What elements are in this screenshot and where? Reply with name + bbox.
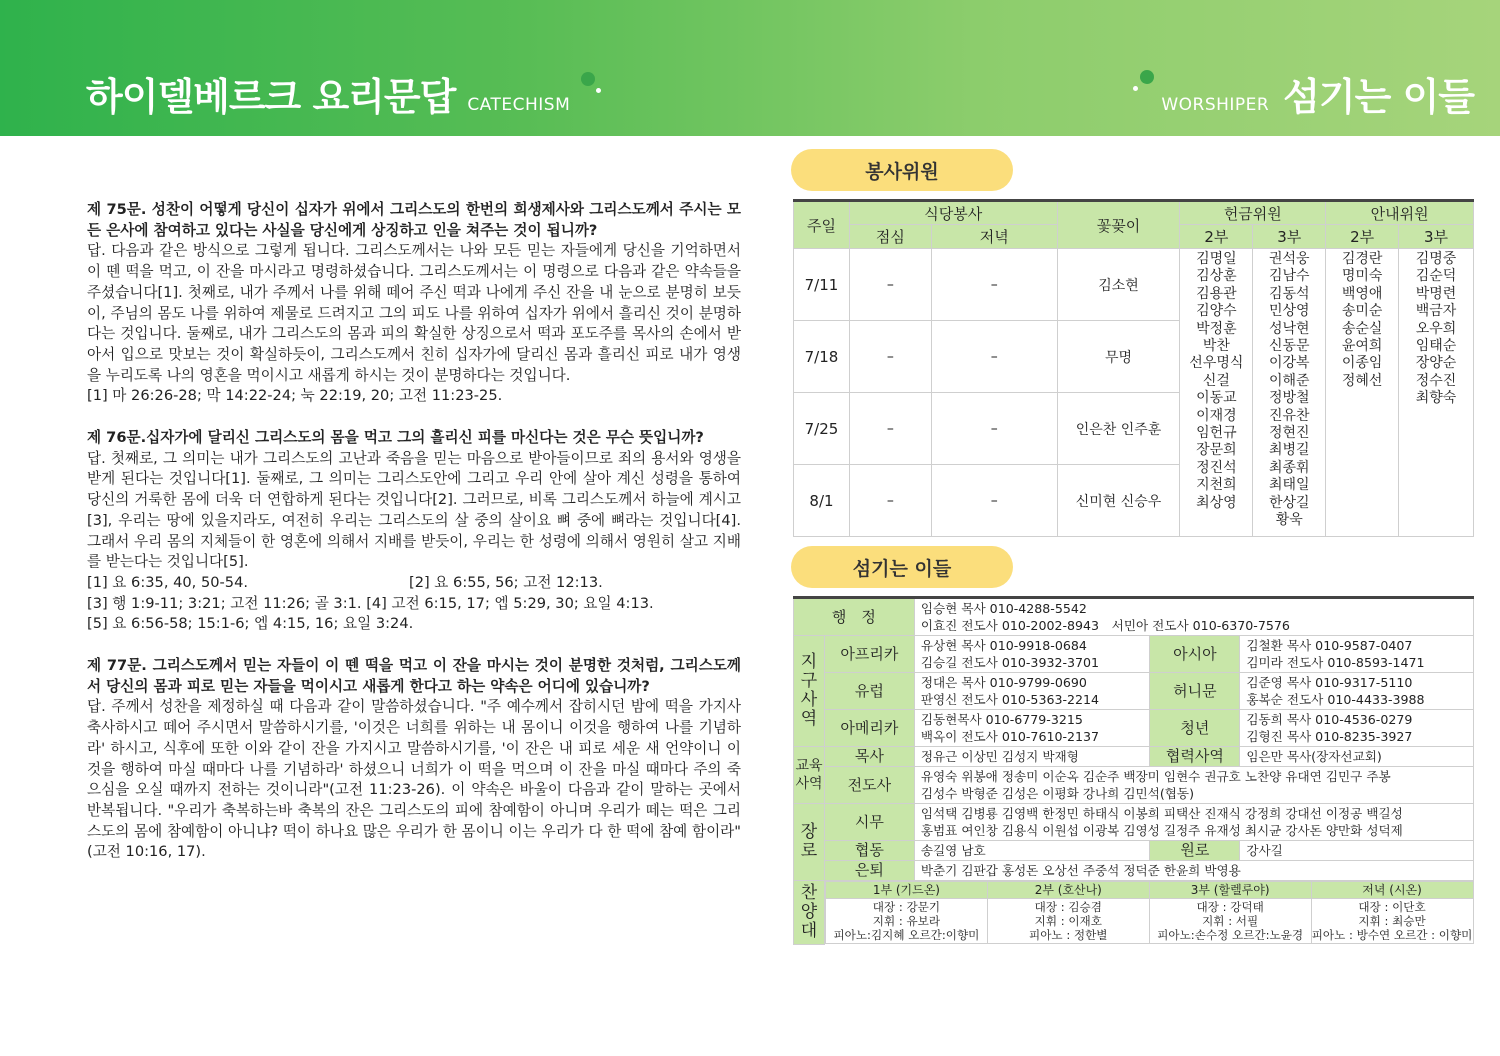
choir-info — [987, 899, 1149, 944]
offering-name: 박찬 — [1202, 338, 1230, 355]
guide-3-names — [1399, 249, 1474, 537]
decor-dot-icon — [1133, 86, 1138, 91]
guide-name: 박명련 — [1415, 285, 1457, 302]
catechism-title: 하이델베르크 요리문답 — [86, 75, 456, 119]
offering-name: 민상영 — [1268, 303, 1310, 320]
table-row — [794, 881, 1474, 945]
offering-name: 김상훈 — [1196, 268, 1237, 285]
contact-line: 김동희 목사 010-4536-0279 — [1246, 712, 1413, 727]
decor-dot-icon — [581, 72, 595, 86]
senior-names: 강사길 — [1240, 841, 1474, 861]
choir-line: 대장 : 김승겸 — [1034, 900, 1102, 914]
label-char: 구 — [800, 671, 818, 691]
label-char: 교육 — [795, 758, 823, 774]
offering-name: 한상길 — [1268, 494, 1310, 511]
offering-name: 최태일 — [1268, 477, 1310, 494]
region-name: 청년 — [1150, 710, 1240, 747]
guide-name: 김순덕 — [1415, 268, 1457, 285]
row-dinner: – — [931, 393, 1057, 465]
catechism-heading — [86, 66, 570, 121]
guide-name: 오우희 — [1415, 320, 1457, 337]
row-date: 7/18 — [794, 321, 850, 393]
offering-name: 김용관 — [1196, 285, 1237, 302]
table-row — [794, 841, 1474, 861]
contact-line: 김동현목사 010-6779-3215 — [920, 712, 1083, 727]
guide-name: 정수진 — [1415, 372, 1457, 389]
guide-name: 백금자 — [1415, 303, 1457, 320]
row-date: 7/11 — [794, 249, 850, 321]
region-name: 아프리카 — [824, 636, 914, 673]
page-header — [0, 0, 1500, 136]
col-guide-2: 2부 — [1326, 225, 1399, 249]
offering-name: 이강복 — [1268, 355, 1310, 372]
workers-pill: 섬기는 이들 — [791, 546, 1013, 588]
table-row — [794, 598, 1474, 636]
label-char: 로 — [800, 841, 818, 861]
label-char: 사역 — [795, 776, 823, 792]
table-row — [794, 636, 1474, 673]
table-row — [794, 861, 1474, 881]
offering-name: 정현진 — [1268, 425, 1310, 442]
contact-line: 정대은 목사 010-9799-0690 — [920, 675, 1087, 690]
contact-line: 김미라 전도사 010-8593-1471 — [1246, 655, 1425, 670]
label-elder — [794, 804, 825, 881]
choir-table — [825, 881, 1474, 944]
row-flower: 신미현 신승우 — [1057, 465, 1180, 537]
question-text: 제 76문.십자가에 달리신 그리스도의 몸을 먹고 그의 흘리신 피를 마신다는 것은 무슨 뜻입니까? — [87, 429, 704, 447]
col-guide: 안내위원 — [1326, 201, 1474, 225]
table-row — [794, 767, 1474, 804]
ref-item: [1] 요 6:35, 40, 50-54. — [87, 573, 248, 591]
question-75 — [87, 200, 741, 407]
region-cell — [914, 673, 1150, 710]
question-text: 제 75문. 성찬이 어떻게 당신이 십자가 위에서 그리스도의 한번의 희생제사와 그리스도께서 주시는 모든 은사에 참여하고 있다는 사실을 당신에게 상징하고 인을 쳐주는 것이 됩니까? — [87, 201, 741, 239]
guide-name: 백영애 — [1341, 285, 1383, 302]
label-choir — [794, 881, 825, 945]
row-dinner: – — [931, 465, 1057, 537]
service-table — [793, 199, 1474, 537]
col-offering-3: 3부 — [1253, 225, 1326, 249]
label-assoc: 협동 — [824, 841, 914, 861]
worshiper-title: 섬기는 이들 — [1283, 75, 1474, 119]
scripture-refs: [5] 요 6:56-58; 15:1-6; 엡 4:15, 16; 요일 3:24. — [87, 615, 414, 633]
catechism-subtitle: CATECHISM — [467, 95, 571, 115]
answer-text: 답. 첫째로, 그 의미는 내가 그리스도의 고난과 죽음을 믿는 마음으로 받아들이므로 죄의 용서와 영생을 받게 된다는 것입니다[1]. 둘째로, 그 의미는 그리스도안에 그리고 우리 안에 살아 계신 성령을 통하여 당신의 거룩한 몸에 더욱 더 연합하게 된다는 것입니다[2]. 그러므로, 비록 그리스도께서 하늘에 계시고[3], 우리는 땅에 있을지라도, 여전히 우리는 그리스도의 살 중의 살이요 뼈 중에 뼈라는 것입니다[4]. 그래서 우리 몸의 지체들이 한 영혼에 의해서 지배를 받듯이, 우리는 한 성령에 의해서 영원히 살고 지배를 받는다는 것입니다[5]. — [87, 449, 741, 571]
choir-name: 저녁 (시온) — [1311, 882, 1473, 899]
label-coop: 협력사역 — [1150, 747, 1240, 767]
offering-name: 김동석 — [1268, 285, 1310, 302]
worshiper-subtitle: WORSHIPER — [1161, 95, 1270, 115]
region-cell — [1240, 710, 1474, 747]
table-row — [794, 747, 1474, 767]
offering-name: 정진석 — [1196, 459, 1237, 476]
region-name: 아시아 — [1150, 636, 1240, 673]
offering-name: 장문희 — [1196, 442, 1237, 459]
col-offering: 헌금위원 — [1180, 201, 1326, 225]
table-row — [794, 710, 1474, 747]
col-guide-3: 3부 — [1399, 225, 1474, 249]
choir-line: 피아노 : 방수연 오르간 : 이향미 — [1311, 928, 1473, 942]
name-line: 유영숙 위봉애 정송미 이순옥 김순주 백장미 임현수 권규호 노찬양 유대연 김민구 주봉 — [920, 769, 1391, 784]
label-char: 찬 — [800, 882, 818, 903]
choir-name: 3부 (할렐루야) — [1149, 882, 1311, 899]
offering-name: 지천희 — [1196, 477, 1237, 494]
choir-line: 지휘 : 유보라 — [872, 914, 941, 928]
choir-line: 대장 : 강문기 — [872, 900, 941, 914]
scripture-refs: [1] 마 26:26-28; 막 14:22-24; 눅 22:19, 20; 고전 11:23-25. — [87, 387, 503, 405]
guide-2-names — [1326, 249, 1399, 537]
region-name: 허니문 — [1150, 673, 1240, 710]
guide-name: 정혜선 — [1341, 372, 1383, 389]
contact-line: 유상현 목사 010-9918-0684 — [920, 638, 1087, 653]
offering-name: 성낙현 — [1268, 320, 1310, 337]
table-row — [794, 804, 1474, 841]
choir-line: 피아노:김지혜 오르간:이향미 — [833, 928, 980, 942]
question-text: 제 77문. 그리스도께서 믿는 자들이 이 뗀 떡을 먹고 이 잔을 마시는 것이 분명한 것처럼, 그리스도께서 당신의 몸과 피로 믿는 자들을 먹이시고 새롭게 한다고 하는 약속은 어디에 있습니까? — [87, 657, 741, 695]
offering-name: 진유찬 — [1268, 407, 1310, 424]
active-cell — [914, 804, 1473, 841]
table-row — [794, 249, 1474, 321]
admin-line: 임승현 목사 010-4288-5542 — [920, 601, 1087, 616]
guide-name: 김경란 — [1341, 251, 1383, 267]
offering-name: 선우명식 — [1189, 355, 1244, 372]
choir-name: 2부 (호산나) — [987, 882, 1149, 899]
admin-line: 이효진 전도사 010-2002-8943 서민아 전도사 010-6370-7576 — [920, 618, 1290, 633]
offering-3-names — [1253, 249, 1326, 537]
label-char: 역 — [800, 709, 818, 729]
question-76 — [87, 428, 741, 635]
answer-text: 답. 주께서 성찬을 제정하실 때 다음과 같이 말씀하셨습니다. "주 예수께서 잡히시던 밤에 떡을 가지사 축사하시고 떼어 주시면서 말씀하시기를, '이것은 너희를 위하는 내 몸이니 이것을 행하여 나를 기념하라' 하시고, 식후에 또한 이와 같이 잔을 가지시고 말씀하시기를, '이 잔은 내 피로 세운 새 언약이니 이것을 행하여 마실 때마다 나를 기념하라' 하셨으니 너희가 이 떡을 먹으며 이 잔을 마실 때마다 주의 죽으심을 오실 때까지 전하는 것이니라"(고전 11:23-26). 이 약속은 바울이 다음과 같이 말하는 곳에서 반복됩니다. "우리가 축복하는바 축복의 잔은 그리스도의 피에 참예함이 아니며 우리가 떼는 떡은 그리스도의 몸에 참예함이 아니냐? 떡이 하나요 많은 우리가 한 몸이니 이는 우리가 다 한 떡에 참예 함이라" (고전 10:16, 17). — [87, 698, 741, 861]
row-dinner: – — [931, 321, 1057, 393]
table-row — [825, 882, 1473, 899]
offering-name: 김양수 — [1196, 303, 1237, 320]
coop-names: 임은만 목사(장자선교회) — [1240, 747, 1474, 767]
choir-name: 1부 (기드온) — [825, 882, 987, 899]
label-pastor: 목사 — [824, 747, 914, 767]
offering-name: 이재경 — [1196, 407, 1237, 424]
label-char: 사 — [800, 690, 818, 710]
offering-name: 정방철 — [1268, 390, 1310, 407]
choir-info — [1149, 899, 1311, 944]
name-line: 홍범표 여인창 김용식 이원섭 이광복 김영성 길정주 유재성 최시균 강사돈 양만화 성덕제 — [920, 823, 1403, 838]
evangelist-cell — [914, 767, 1473, 804]
row-lunch: – — [849, 393, 931, 465]
choir-line: 대장 : 이단호 — [1358, 900, 1426, 914]
label-evangelist: 전도사 — [824, 767, 914, 804]
offering-2-names — [1180, 249, 1253, 537]
row-date: 8/1 — [794, 465, 850, 537]
answer-text: 답. 다음과 같은 방식으로 그렇게 됩니다. 그리스도께서는 나와 모든 믿는 자들에게 당신을 기억하면서 이 뗀 떡을 먹고, 이 잔을 마시라고 명령하셨습니다. 그리스도께서는 이 명령으로 다음과 같은 약속들을 주셨습니다[1]. 첫째로, 내가 주께서 나를 위해 떼어 주신 떡과 나에게 주신 잔을 내 눈으로 분명히 보듯이, 주님의 몸도 나를 위하여 제물로 드려지고 그의 피도 나를 위하여 십자가 위에서 흘리신 것이 분명하다는 것입니다. 둘째로, 내가 그리스도의 몸과 피의 확실한 상징으로서 떡과 포도주를 목사의 손에서 받아서 입으로 맛보는 것이 확실하듯이, 그리스도께서 친히 십자가에 달리신 몸과 흘리신 피로 내가 영생을 누리도록 나의 영혼을 먹이시고 새롭게 하시는 것이 분명하다는 것입니다. — [87, 242, 741, 384]
offering-name: 신동문 — [1268, 338, 1310, 355]
choir-info — [1311, 899, 1473, 944]
guide-name: 장양순 — [1415, 355, 1457, 372]
contact-line: 홍복순 전도사 010-4433-3988 — [1246, 692, 1425, 707]
offering-name: 최병길 — [1268, 442, 1310, 459]
question-77 — [87, 656, 741, 863]
offering-name: 김남수 — [1268, 268, 1310, 285]
offering-name: 최종휘 — [1268, 459, 1310, 476]
label-char: 양 — [800, 901, 818, 922]
region-cell — [1240, 636, 1474, 673]
col-flower: 꽃꽂이 — [1057, 201, 1180, 249]
region-cell — [914, 710, 1150, 747]
row-flower: 무명 — [1057, 321, 1180, 393]
scripture-refs — [87, 573, 741, 594]
label-char: 장 — [800, 822, 818, 842]
offering-name: 김명일 — [1196, 251, 1237, 267]
service-committee-pill: 봉사위원 — [791, 149, 1013, 191]
guide-name: 임태순 — [1415, 338, 1457, 355]
choir-line: 지휘 : 서필 — [1202, 914, 1259, 928]
worshiper-heading — [1161, 66, 1474, 121]
choir-line: 지휘 : 이재호 — [1034, 914, 1102, 928]
offering-name: 권석웅 — [1268, 251, 1310, 267]
row-flower: 김소현 — [1057, 249, 1180, 321]
region-cell — [1240, 673, 1474, 710]
row-lunch: – — [849, 465, 931, 537]
scripture-refs: [3] 행 1:9-11; 3:21; 고전 11:26; 골 3:1. [4] 고전 6:15, 17; 엡 5:29, 30; 요일 4:13. — [87, 594, 654, 612]
name-line: 김성수 박형준 김성은 이평화 강나희 김민석(협동) — [920, 786, 1194, 801]
assoc-names: 송길영 남호 — [914, 841, 1150, 861]
label-region — [794, 636, 825, 747]
choir-line: 지휘 : 최승만 — [1358, 914, 1426, 928]
region-name: 아메리카 — [824, 710, 914, 747]
col-meal: 식당봉사 — [849, 201, 1057, 225]
contact-line: 김준영 목사 010-9317-5110 — [1246, 675, 1413, 690]
catechism-text — [87, 200, 741, 884]
pastor-names: 정유근 이상민 김성지 박재형 — [914, 747, 1150, 767]
offering-name: 이해준 — [1268, 372, 1310, 389]
contact-line: 김철환 목사 010-9587-0407 — [1246, 638, 1413, 653]
row-lunch: – — [849, 321, 931, 393]
offering-name: 이동교 — [1196, 390, 1237, 407]
col-offering-2: 2부 — [1180, 225, 1253, 249]
col-lunch: 점심 — [849, 225, 931, 249]
workers-table — [793, 596, 1474, 945]
row-flower: 인은찬 인주훈 — [1057, 393, 1180, 465]
region-cell — [914, 636, 1150, 673]
offering-name: 박정훈 — [1196, 320, 1237, 337]
row-dinner: – — [931, 249, 1057, 321]
label-retired: 은퇴 — [824, 861, 914, 881]
col-dinner: 저녁 — [931, 225, 1057, 249]
contact-line: 김형진 목사 010-8235-3927 — [1246, 729, 1413, 744]
offering-name: 신걸 — [1202, 372, 1230, 389]
guide-name: 윤여희 — [1341, 338, 1383, 355]
choir-line: 대장 : 강덕태 — [1196, 900, 1264, 914]
guide-name: 최향숙 — [1415, 390, 1457, 407]
decor-dot-icon — [596, 88, 601, 93]
decor-dot-icon — [1140, 70, 1154, 84]
name-line: 임석택 김병룡 김영백 한정민 하태식 이봉희 피택산 진재식 강정희 강대선 이정공 백길성 — [920, 806, 1403, 821]
contact-line: 백옥이 전도사 010-7610-2137 — [920, 729, 1100, 744]
guide-name: 이종임 — [1341, 355, 1383, 372]
ref-item: [2] 요 6:55, 56; 고전 12:13. — [409, 573, 603, 591]
region-name: 유럽 — [824, 673, 914, 710]
row-lunch: – — [849, 249, 931, 321]
choir-line: 피아노 : 정한별 — [1029, 928, 1108, 942]
guide-name: 송미순 — [1341, 303, 1383, 320]
offering-name: 황욱 — [1275, 512, 1303, 529]
label-active: 시무 — [824, 804, 914, 841]
offering-name: 최상영 — [1196, 494, 1237, 511]
guide-name: 김명중 — [1415, 251, 1457, 267]
contact-line: 김승길 전도사 010-3932-3701 — [920, 655, 1100, 670]
label-char: 대 — [800, 920, 818, 941]
contact-line: 판영신 전도사 010-5363-2214 — [920, 692, 1100, 707]
retired-names: 박춘기 김판갑 홍성돈 오상선 주중석 정덕준 한윤희 박영용 — [914, 861, 1473, 881]
label-education — [794, 747, 825, 804]
label-char: 지 — [800, 652, 818, 672]
guide-name: 명미숙 — [1341, 268, 1383, 285]
choir-cell — [824, 881, 1473, 945]
label-senior: 원로 — [1150, 841, 1240, 861]
choir-info — [825, 899, 987, 944]
label-admin: 행 정 — [794, 598, 915, 636]
table-row — [794, 673, 1474, 710]
offering-name: 임헌규 — [1196, 425, 1237, 442]
table-row — [825, 899, 1473, 944]
guide-name: 송순실 — [1341, 320, 1383, 337]
row-date: 7/25 — [794, 393, 850, 465]
choir-line: 피아노:손수정 오르간:노윤경 — [1157, 928, 1304, 942]
admin-cell — [914, 598, 1473, 636]
col-week: 주일 — [794, 201, 850, 249]
